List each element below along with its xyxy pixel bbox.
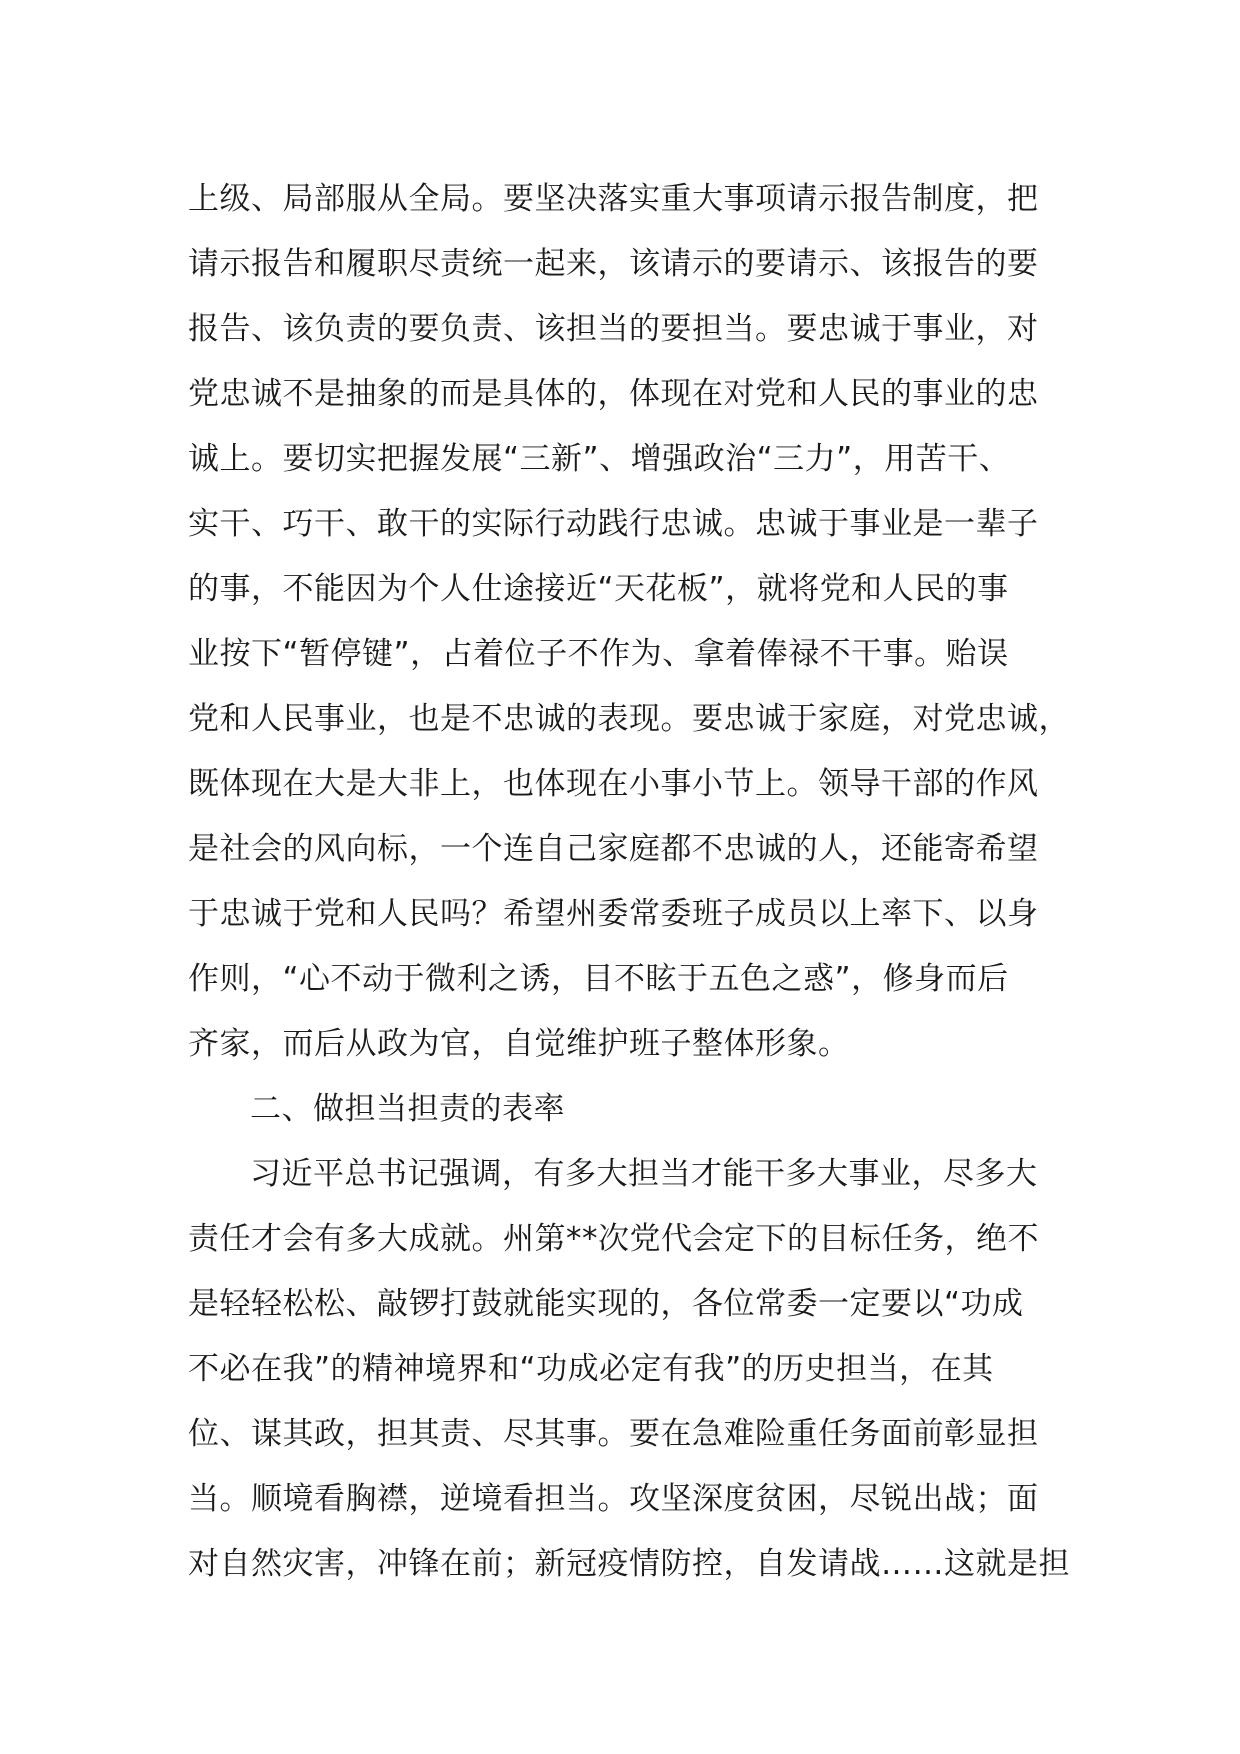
text-line: 业按下“暂停键”，占着位子不作为、拿着俸禄不干事。贻误: [188, 636, 1009, 672]
text-line: 上级、局部服从全局。要坚决落实重大事项请示报告制度，把: [188, 181, 1039, 217]
text-line: 报告、该负责的要负责、该担当的要担当。要忠诚于事业，对: [188, 311, 1039, 347]
text-line: 诚上。要切实把握发展“三新”、增强政治“三力”，用苦干、: [188, 441, 1011, 477]
text-line: 位、谋其政，担其责、尽其事。要在急难险重任务面前彰显担: [188, 1416, 1039, 1452]
text-line: 请示报告和履职尽责统一起来，该请示的要请示、该报告的要: [188, 246, 1039, 282]
text-line: 党忠诚不是抽象的而是具体的，体现在对党和人民的事业的忠: [188, 376, 1039, 412]
text-line: 对自然灾害，冲锋在前；新冠疫情防控，自发请战……这就是担: [188, 1546, 1070, 1582]
text-line: 实干、巧干、敢干的实际行动践行忠诚。忠诚于事业是一辈子: [188, 506, 1039, 542]
text-line: 是轻轻松松、敲锣打鼓就能实现的，各位常委一定要以“功成: [188, 1286, 1024, 1322]
text-line: 作则，“心不动于微利之诱，目不眩于五色之惑”，修身而后: [188, 961, 1009, 997]
text-line: 齐家，而后从政为官，自觉维护班子整体形象。: [188, 1026, 850, 1062]
text-line: 党和人民事业，也是不忠诚的表现。要忠诚于家庭，对党忠诚，: [188, 701, 1070, 737]
text-line: 是社会的风向标，一个连自己家庭都不忠诚的人，还能寄希望: [188, 831, 1039, 867]
text-line: 既体现在大是大非上，也体现在小事小节上。领导干部的作风: [188, 766, 1039, 802]
text-line: 的事，不能因为个人仕途接近“天花板”，就将党和人民的事: [188, 571, 1009, 607]
section-heading: 二、做担当担责的表率: [250, 1091, 565, 1127]
text-line: 于忠诚于党和人民吗？希望州委常委班子成员以上率下、以身: [188, 896, 1039, 932]
text-line: 不必在我”的精神境界和“功成必定有我”的历史担当，在其: [188, 1351, 994, 1387]
text-line: 当。顺境看胸襟，逆境看担当。攻坚深度贫困，尽锐出战；面: [188, 1481, 1039, 1517]
text-line: 责任才会有多大成就。州第**次党代会定下的目标任务，绝不: [188, 1221, 1039, 1257]
paragraph-first-line: 习近平总书记强调，有多大担当才能干多大事业，尽多大: [250, 1156, 1038, 1192]
document-body: [188, 167, 1088, 1597]
